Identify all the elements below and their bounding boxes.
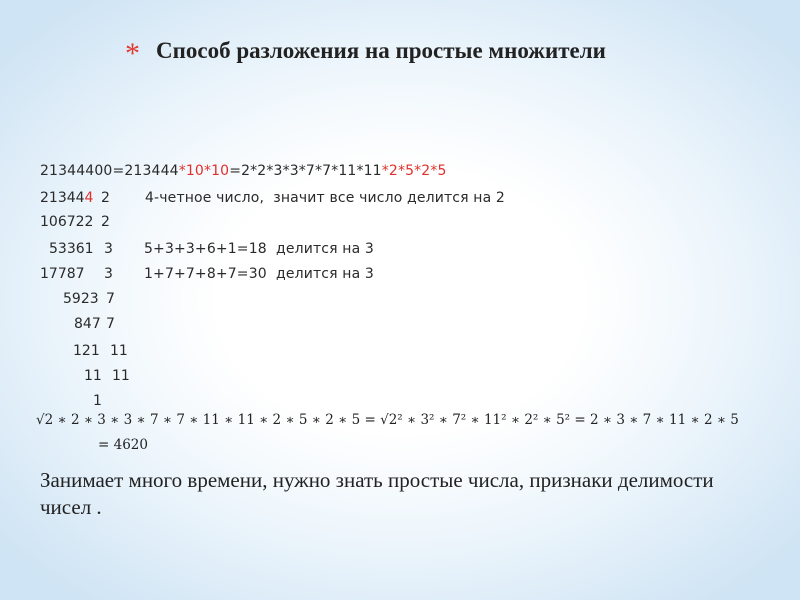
division-number-first: 213444 — [40, 190, 94, 206]
title-bullet-icon: * — [125, 37, 140, 70]
division-factor: 3 — [104, 266, 113, 282]
division-factor: 2 — [101, 214, 110, 230]
equation-lhs: 21344400=213444 — [40, 163, 179, 179]
equation-times-ten: *10*10 — [178, 163, 230, 179]
equation-tail: *2*5*2*5 — [381, 163, 447, 179]
division-factor: 7 — [106, 291, 115, 307]
division-factor: 2 — [101, 190, 110, 206]
division-factor: 11 — [110, 343, 128, 359]
division-number: 5923 — [63, 291, 99, 307]
division-number: 121 — [73, 343, 100, 359]
slide-title — [125, 33, 606, 69]
division-factor: 3 — [104, 241, 113, 257]
division-number: 11 — [84, 368, 102, 384]
division-number: 847 — [74, 316, 101, 332]
first-number-last-digit: 4 — [84, 190, 94, 206]
factorization-equation — [40, 163, 447, 179]
formula-line-1: √2 ∗ 2 ∗ 3 ∗ 3 ∗ 7 ∗ 7 ∗ 11 ∗ 11 ∗ 2 ∗ 5 ∗ 2 ∗ 5 = √2² ∗ 3² ∗ 7² ∗ 11² ∗ 2² ∗ 5² = 2 ∗ 3 ∗ 7 ∗ 11 ∗ 2 ∗ 5 — [36, 412, 739, 428]
division-note: 4-четное число, значит все число делится на 2 — [145, 190, 505, 206]
division-number: 106722 — [40, 214, 94, 230]
division-number: 53361 — [49, 241, 94, 257]
conclusion-text: Занимает много времени, нужно знать простые числа, признаки делимости чисел . — [40, 468, 714, 519]
equation-middle: =2*2*3*3*7*7*11*11 — [229, 163, 382, 179]
division-note: 1+7+7+8+7=30 делится на 3 — [144, 266, 374, 282]
division-number: 1 — [93, 393, 102, 409]
formula-line-2: = 4620 — [98, 437, 148, 453]
division-number: 17787 — [40, 266, 85, 282]
division-factor: 7 — [106, 316, 115, 332]
division-note: 5+3+3+6+1=18 делится на 3 — [144, 241, 374, 257]
title-text: Способ разложения на простые множители — [156, 38, 606, 63]
division-factor: 11 — [112, 368, 130, 384]
